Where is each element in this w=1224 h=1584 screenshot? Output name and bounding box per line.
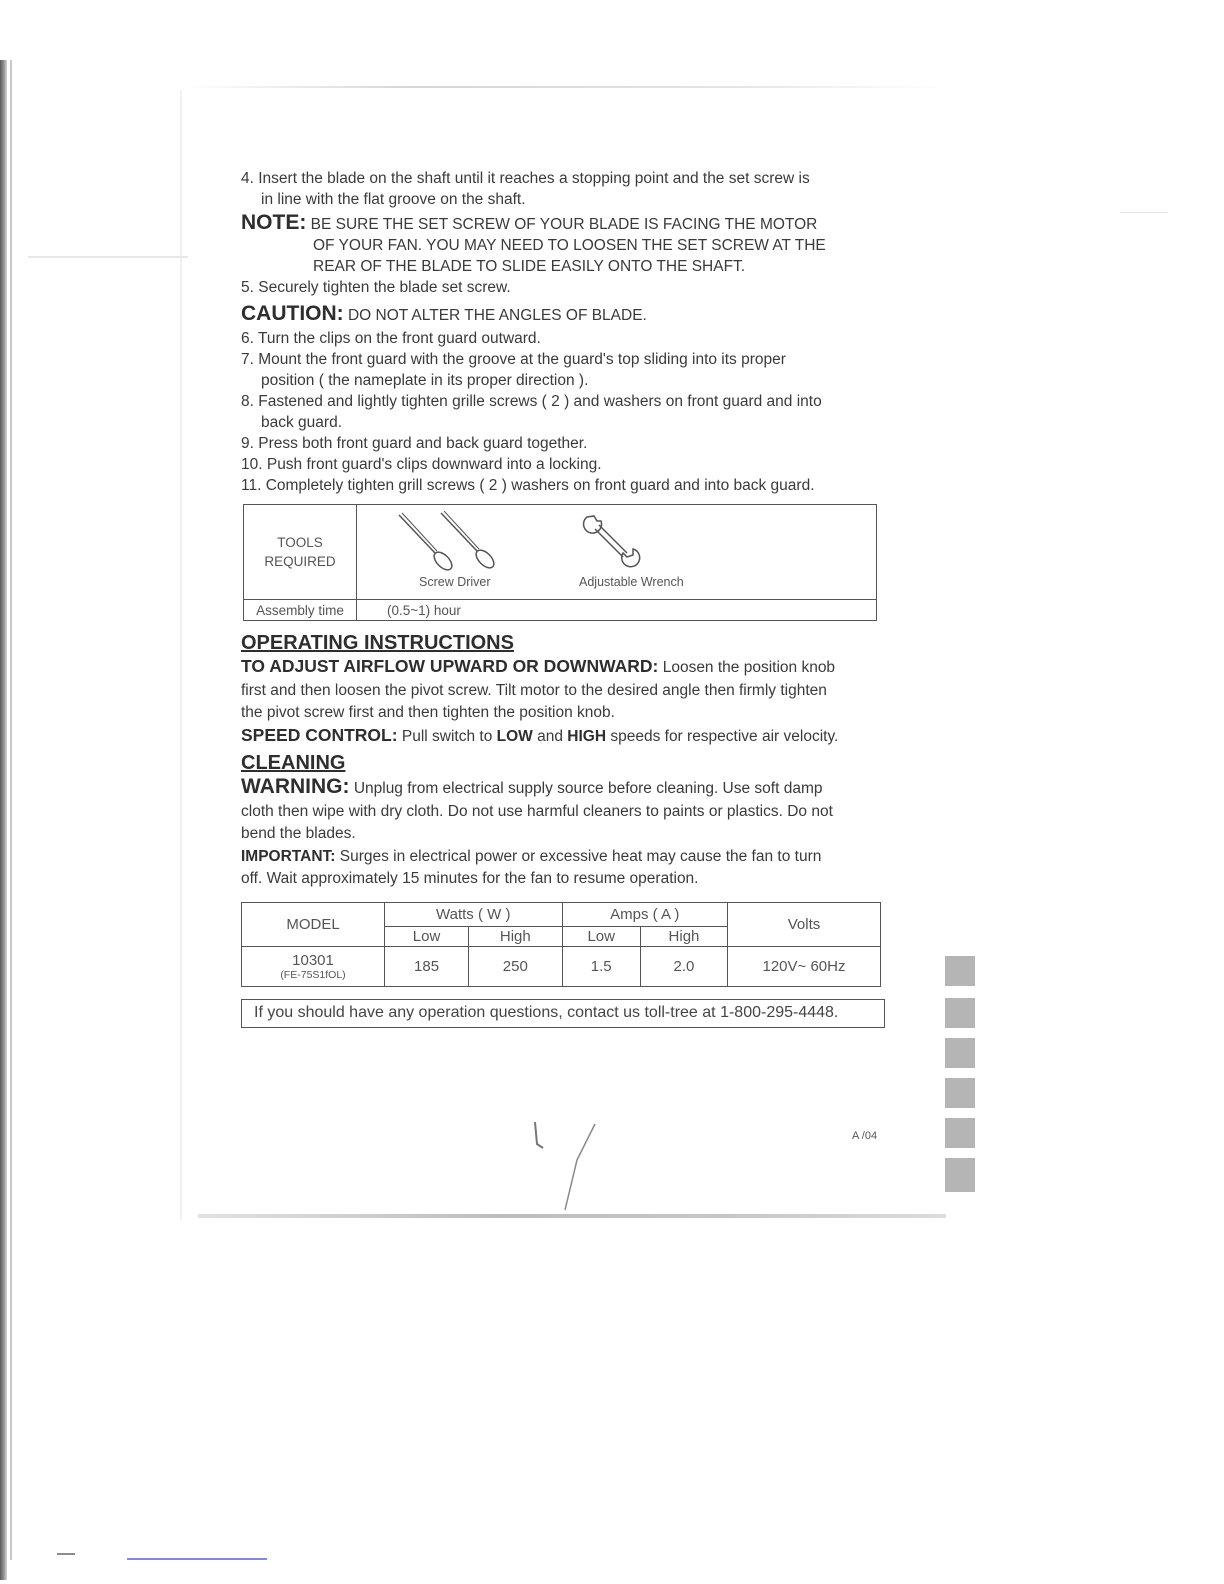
note [241, 212, 901, 235]
scan-mark [127, 1558, 267, 1560]
caution [241, 302, 901, 326]
footer-code: A /04 [852, 1130, 878, 1142]
step-11: 11. Completely tighten grill screws ( 2 ) washers on front guard and into back guard. [241, 477, 815, 494]
contact-box: If you should have any operation questions, contact us toll-tree at 1-800-295-4448. [241, 999, 885, 1028]
amps-high-header: High [640, 926, 727, 946]
step-8-cont: back guard. [261, 414, 342, 431]
edge-tab [945, 1118, 975, 1148]
adjust-text: the pivot screw first and then tighten the position knob. [241, 704, 615, 721]
step-7: 7. Mount the front guard with the groove at the guard's top sliding into its proper [241, 351, 786, 368]
warning-text: bend the blades. [241, 825, 356, 842]
scan-edge-line [10, 60, 12, 1560]
note-text: BE SURE THE SET SCREW OF YOUR BLADE IS FACING THE MOTOR [310, 216, 818, 233]
speed-text: speeds for respective air velocity. [610, 727, 839, 745]
page-fold-left [180, 90, 182, 1220]
step-5: 5. Securely tighten the blade set screw. [241, 279, 511, 296]
step-text: Insert the blade on the shaft until it reaches a stopping point and the set screw is [258, 170, 810, 187]
warning [241, 776, 901, 800]
scan-mark [57, 1553, 75, 1555]
adjust-text: first and then loosen the pivot screw. Tilt motor to the desired angle then firmly tighten [241, 681, 827, 699]
model-sub: (FE-75S1fOL) [280, 968, 346, 981]
amps-low-header: Low [562, 926, 640, 946]
wrench-icon [579, 509, 649, 573]
step-10: 10. Push front guard's clips downward into a locking. [241, 456, 602, 473]
speed-text: Pull switch to [401, 727, 493, 745]
scan-mark [1120, 212, 1168, 213]
model-cell [242, 946, 385, 986]
important-text: off. Wait approximately 15 minutes for the fan to resume operation. [241, 870, 699, 887]
amps-header: Amps ( A ) [562, 902, 728, 926]
screwdriver-icon [395, 511, 515, 575]
tools-pictures [357, 505, 877, 600]
caution-label: CAUTION: [241, 302, 344, 325]
step-7-cont: position ( the nameplate in its proper direction ). [261, 372, 589, 389]
cleaning-heading: CLEANING [241, 752, 346, 774]
adjust-text: Loosen the position knob [662, 659, 836, 676]
caution-text: DO NOT ALTER THE ANGLES OF BLADE. [347, 307, 647, 324]
scan-edge [0, 60, 7, 1580]
step-9: 9. Press both front guard and back guard together. [241, 435, 588, 452]
tools-label-text: REQUIRED [264, 554, 336, 569]
edge-tab [945, 1038, 975, 1068]
step-4 [241, 168, 901, 189]
page-fold-top [180, 86, 950, 88]
warning-text: Unplug from electrical supply source before cleaning. Use soft damp [353, 780, 823, 797]
note-text: OF YOUR FAN. YOU MAY NEED TO LOOSEN THE SET SCREW AT THE [313, 237, 826, 254]
tool-caption: Screw Driver [419, 575, 491, 589]
important [241, 846, 901, 868]
tool-caption: Adjustable Wrench [579, 575, 684, 589]
note-label: NOTE: [241, 211, 307, 234]
edge-tab [945, 998, 975, 1028]
speed-control [241, 725, 901, 748]
tools-table [243, 504, 877, 621]
adjust-airflow [241, 656, 901, 679]
note-text: REAR OF THE BLADE TO SLIDE EASILY ONTO THE SHAFT. [313, 258, 746, 275]
warning-label: WARNING: [241, 775, 350, 798]
speed-label: SPEED CONTROL: [241, 724, 398, 745]
warning-text: cloth then wipe with dry cloth. Do not use harmful cleaners to paints or plastics. Do not [241, 802, 833, 820]
amps-high: 2.0 [640, 946, 727, 986]
manual-page [241, 168, 901, 1028]
step-number: 4. [241, 170, 254, 187]
speed-low: LOW [496, 727, 533, 745]
assembly-time-value: (0.5~1) hour [357, 600, 877, 621]
edge-tab [945, 1078, 975, 1108]
step-4-cont [241, 189, 901, 210]
step-text: in line with the flat groove on the shaft. [261, 191, 526, 208]
amps-low: 1.5 [562, 946, 640, 986]
watts-header: Watts ( W ) [385, 902, 563, 926]
operating-heading: OPERATING INSTRUCTIONS [241, 632, 514, 654]
important-text: Surges in electrical power or excessive heat may cause the fan to turn [339, 847, 822, 865]
volts-header: Volts [728, 902, 881, 946]
tools-label-text: TOOLS [277, 535, 323, 550]
volts-value: 120V~ 60Hz [728, 946, 881, 986]
edge-tab [945, 956, 975, 986]
watts-low-header: Low [385, 926, 469, 946]
speed-high: HIGH [567, 727, 607, 745]
important-label: IMPORTANT: [241, 847, 336, 865]
step-6: 6. Turn the clips on the front guard outward. [241, 330, 541, 347]
paper-tear-mark [525, 1120, 605, 1220]
watts-low: 185 [385, 946, 469, 986]
speed-text: and [537, 727, 563, 745]
model-number: 10301 [292, 951, 334, 969]
watts-high-header: High [469, 926, 562, 946]
model-header: MODEL [242, 902, 385, 946]
step-8: 8. Fastened and lightly tighten grille screws ( 2 ) and washers on front guard and into [241, 393, 822, 410]
assembly-time-label: Assembly time [244, 600, 357, 621]
tools-required-label [244, 505, 357, 600]
watts-high: 250 [469, 946, 562, 986]
scan-mark [28, 256, 188, 258]
adjust-label: TO ADJUST AIRFLOW UPWARD OR DOWNWARD: [241, 656, 659, 676]
edge-tab [945, 1158, 975, 1192]
spec-table [241, 902, 881, 987]
